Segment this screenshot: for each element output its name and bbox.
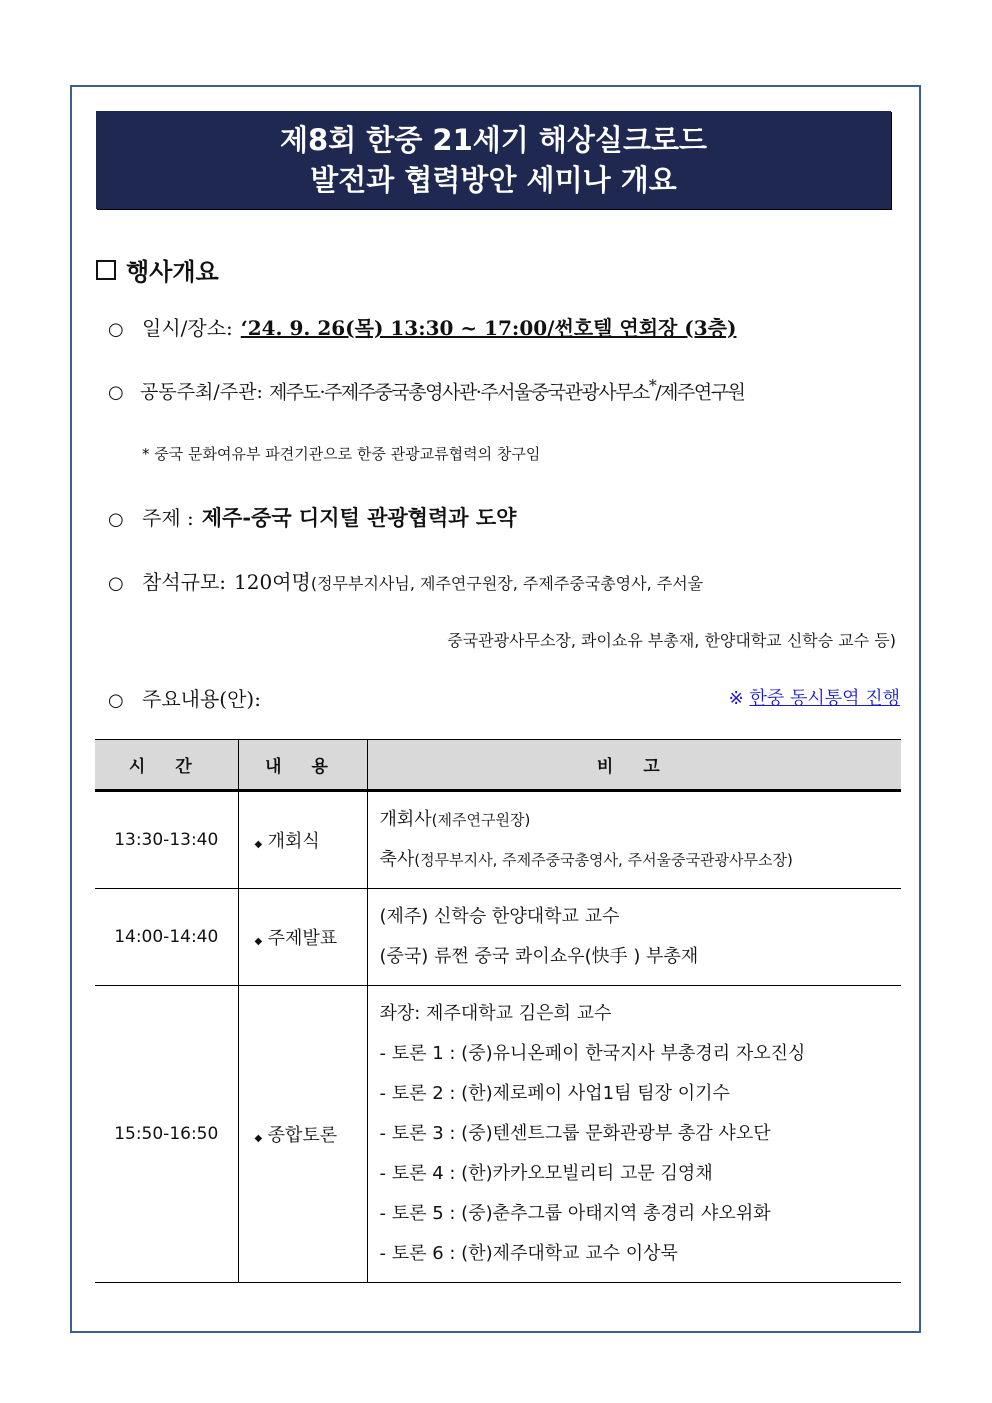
date-label: 일시/장소:: [142, 316, 233, 340]
attendance-value: 120여명: [234, 570, 311, 594]
attendance-detail-1: (정무부지사님, 제주연구원장, 주제주중국총영사, 주서울: [310, 574, 704, 593]
note-main: - 토론 4 : (한)카카오모빌리티 고문 김영채: [379, 1163, 713, 1184]
header-notes: 비 고: [367, 740, 901, 791]
note-line: [380, 1034, 890, 1074]
row-content: [238, 986, 367, 1283]
row-content: [238, 889, 367, 986]
checkbox-square-icon: [96, 260, 116, 280]
note-line: [380, 840, 890, 880]
table-header-row: [95, 740, 901, 791]
note-line: [380, 1194, 890, 1234]
row-content-label: 종합토론: [267, 1125, 338, 1146]
note-line: [380, 1154, 890, 1194]
attendance-line: [108, 566, 703, 595]
table-row: [95, 791, 901, 889]
host-value-2: /제주연구원: [655, 381, 745, 404]
row-notes: [367, 986, 901, 1283]
row-notes: [367, 791, 901, 889]
row-notes: [367, 889, 901, 986]
theme-line: [108, 502, 516, 532]
date-value: ‘24. 9. 26(목) 13:30 ~ 17:00/썬호텔 연회장 (3층): [240, 316, 737, 340]
note-main: - 토론 3 : (중)텐센트그룹 문화관광부 총감 샤오단: [379, 1123, 771, 1144]
title-line-2: 발전과 협력방안 세미나 개요: [310, 163, 677, 197]
note-main: - 토론 5 : (중)춘추그룹 아태지역 총경리 샤오위화: [379, 1203, 771, 1224]
circle-bullet-icon: ○: [108, 319, 124, 340]
content-label: 주요내용(안):: [142, 687, 261, 711]
row-time: 14:00-14:40: [95, 889, 238, 986]
note-main: (중국) 류쩐 중국 콰이쇼우(快手 ) 부총재: [379, 946, 699, 967]
row-content-label: 주제발표: [267, 928, 338, 949]
attendance-label: 참석규모:: [142, 570, 227, 594]
bullet-icon: ◆: [254, 1133, 263, 1144]
note-main: 축사: [379, 849, 415, 870]
host-line: [108, 376, 744, 404]
note-line: [380, 937, 890, 977]
host-footnote-mark: *: [648, 376, 656, 395]
note-main: 좌장: 제주대학교 김은희 교수: [379, 1003, 612, 1024]
row-time: 15:50-16:50: [95, 986, 238, 1283]
note-detail: (정무부지사, 주제주중국총영사, 주서울중국관광사무소장): [414, 851, 793, 869]
note-line: [380, 1234, 890, 1274]
bullet-icon: ◆: [254, 936, 263, 947]
title-line-1: 제8회 한중 21세기 해상실크로드: [280, 123, 707, 157]
theme-label: 주제 :: [142, 506, 194, 530]
attendance-detail-2: 중국관광사무소장, 콰이쇼유 부총재, 한양대학교 신학승 교수 등): [447, 631, 896, 650]
date-line: [108, 312, 736, 341]
header-content: 내 용: [238, 740, 367, 791]
circle-bullet-icon: ○: [108, 690, 124, 711]
row-content-label: 개회식: [267, 831, 320, 852]
note-main: - 토론 1 : (중)유니온페이 한국지사 부총경리 자오진싱: [379, 1043, 806, 1064]
note-detail: (제주연구원장): [431, 811, 531, 829]
note-line: [380, 994, 890, 1034]
table-row: [95, 986, 901, 1283]
theme-value: 제주-중국 디지털 관광협력과 도약: [201, 505, 517, 530]
circle-bullet-icon: ○: [108, 382, 124, 404]
host-value: 제주도·주제주중국총영사관·주서울중국관광사무소: [268, 381, 649, 404]
content-line: [108, 683, 261, 712]
reference-mark-icon: ※: [728, 688, 744, 709]
header-time: 시 간: [95, 740, 238, 791]
note-line: [380, 1074, 890, 1114]
interpretation-note: [729, 684, 900, 710]
row-content: [238, 791, 367, 889]
schedule-table: [95, 739, 901, 1283]
note-main: - 토론 6 : (한)제주대학교 교수 이상묵: [379, 1243, 678, 1264]
table-row: [95, 889, 901, 986]
circle-bullet-icon: ○: [108, 573, 124, 594]
note-line: [380, 897, 890, 937]
interpretation-text: 한중 동시통역 진행: [749, 688, 900, 709]
host-footnote: * 중국 문화여유부 파견기관으로 한중 관광교류협력의 창구임: [142, 445, 541, 463]
host-label: 공동주최/주관:: [140, 381, 263, 404]
section-heading: [96, 252, 219, 287]
circle-bullet-icon: ○: [108, 509, 124, 530]
bullet-icon: ◆: [254, 839, 263, 850]
note-line: [380, 1114, 890, 1154]
note-main: - 토론 2 : (한)제로페이 사업1팀 팀장 이기수: [379, 1083, 730, 1104]
row-time: 13:30-13:40: [95, 791, 238, 889]
note-main: 개회사: [379, 809, 432, 830]
section-title: 행사개요: [126, 258, 219, 286]
note-line: [380, 800, 890, 840]
page-title: [96, 111, 891, 209]
note-main: (제주) 신학승 한양대학교 교수: [379, 906, 620, 927]
